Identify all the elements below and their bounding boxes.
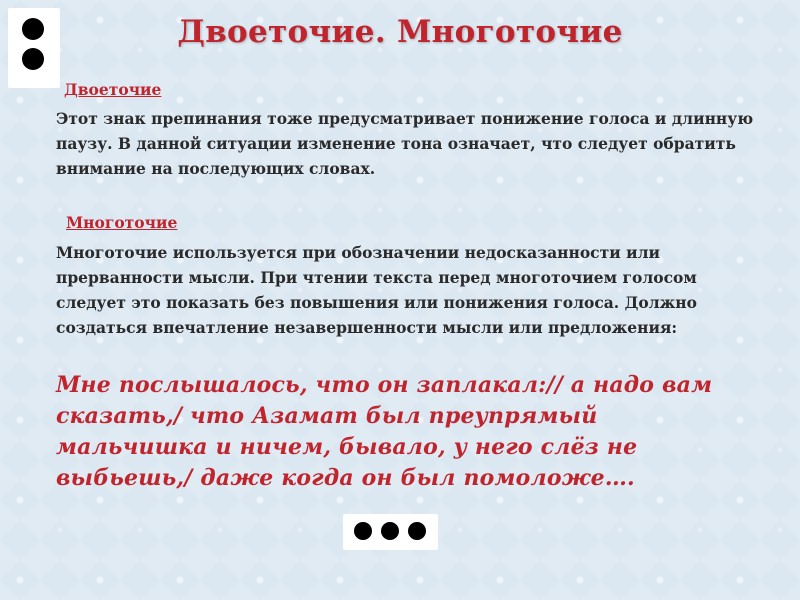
ellipsis-dot-3 [408,522,426,540]
ellipsis-dot-2 [381,522,399,540]
ellipsis-description: Многоточие используется при обозначении недосказанности или прерванности мысли. При чтении текста перед многоточием голосом следует это показать без повышения или понижения голоса. Должно создаться впечатление незавершенности мысли или предложения: [56,243,697,337]
colon-heading: Двоеточие [64,80,162,99]
ellipsis-heading: Многоточие [66,213,178,232]
ellipsis-icon [343,514,438,550]
ellipsis-dot-1 [354,522,372,540]
example-quote: Мне послышалось, что он заплакал:// а надо вам сказать,/ что Азамат был преупрямый мальчишка и ничем, бывало, у него слёз не выбьешь,/ даже когда он был помоложе…. [56,372,713,491]
colon-dot-bottom [22,48,44,70]
colon-description: Этот знак препинания тоже предусматривает понижение голоса и длинную паузу. В данной ситуации изменение тона означает, что следует обратить внимание на последующих словах. [56,109,754,178]
page-title: Двоеточие. Многоточие [177,14,623,50]
